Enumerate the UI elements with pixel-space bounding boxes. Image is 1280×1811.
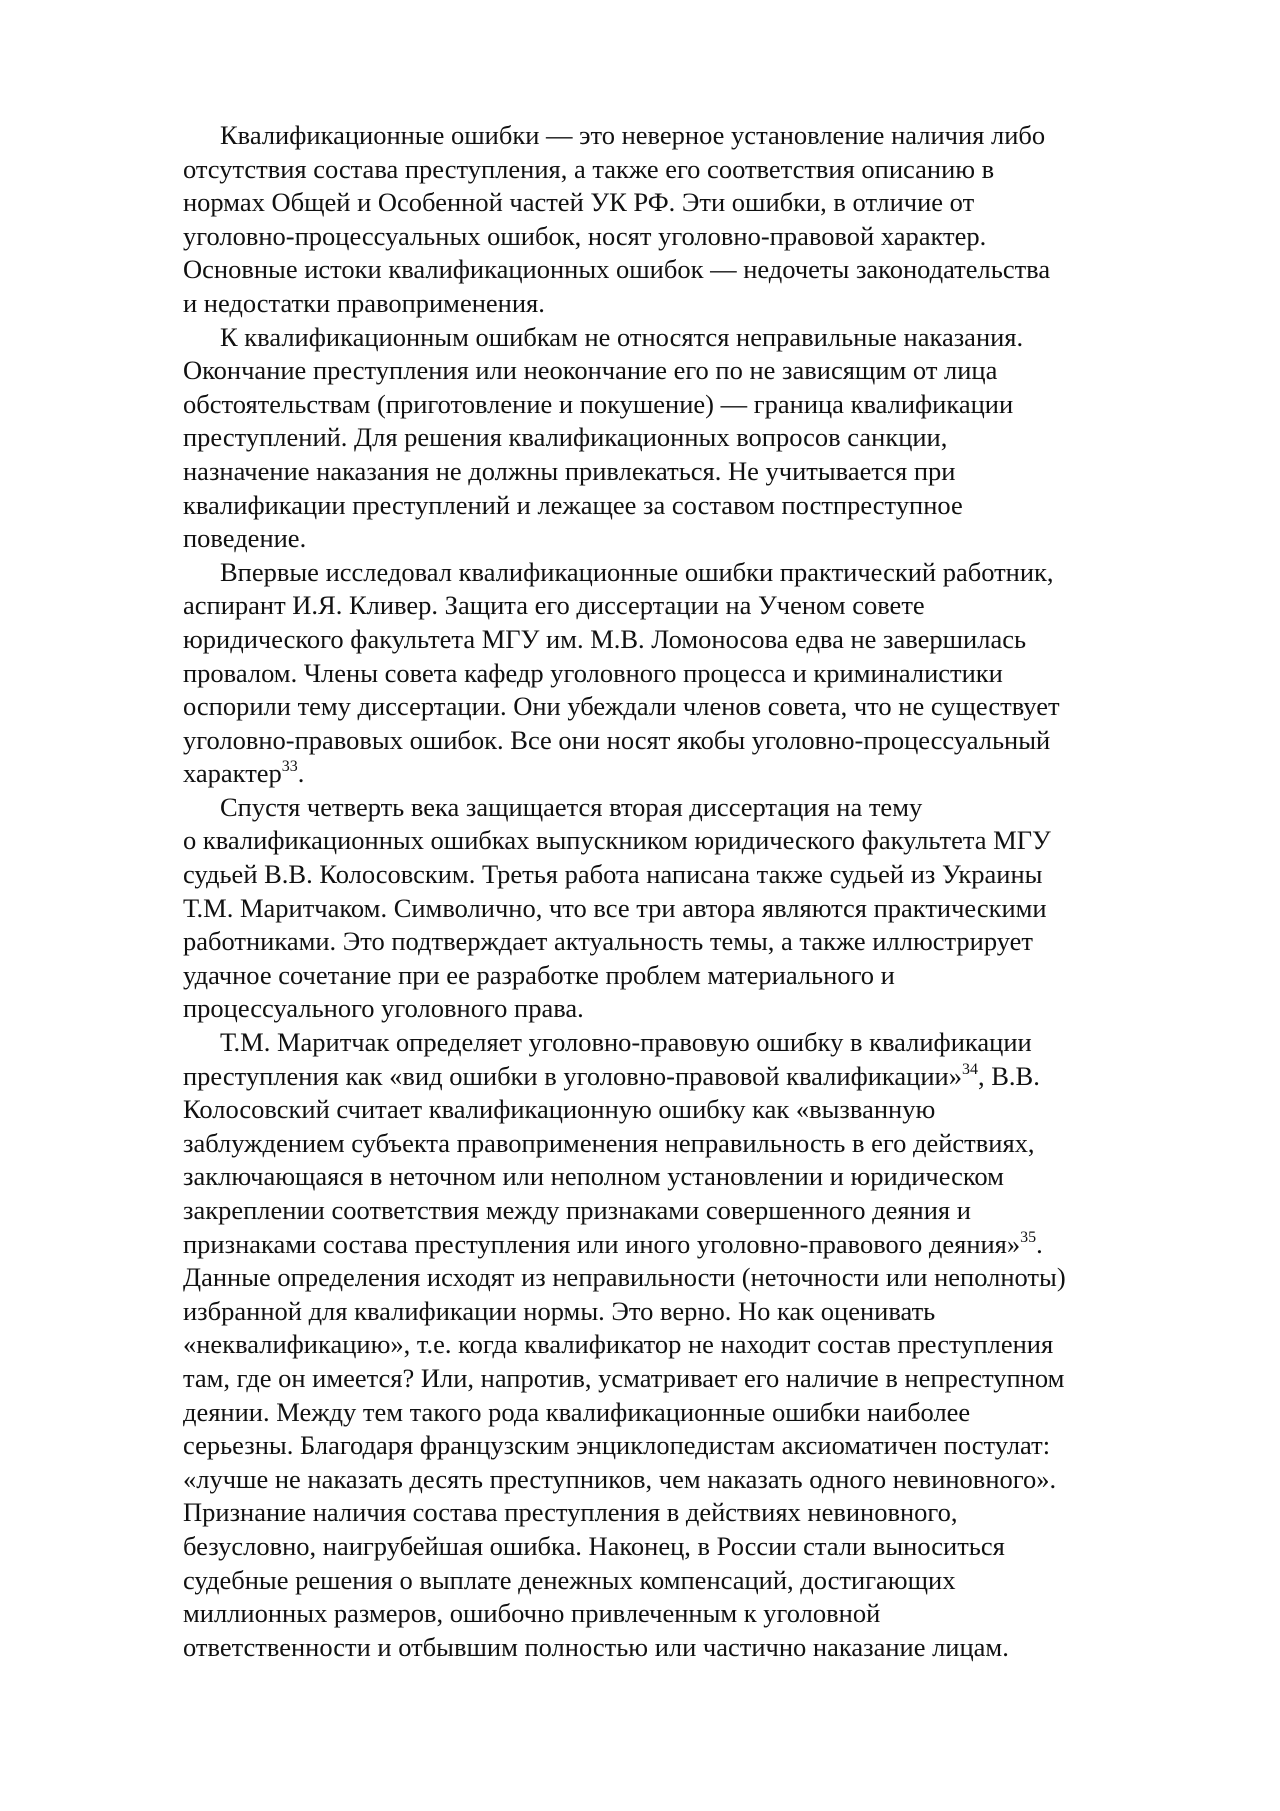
paragraph-5-text: Т.М. Маритчак определяет уголовно-правовую ошибку в квалификации преступления как «вид ошибки в уголовно-правовой квалификации» <box>183 1027 1032 1091</box>
paragraph-4-text: Спустя четверть века защищается вторая диссертация на тему о квалификационных ошибках выпускником юридического факультета МГУ судьей В.В. Колосовским. Третья работа написана также судьей из Украины Т.М. Маритчаком. Символично, что все три автора являются практическими работниками. Это подтверждает актуальность темы, а также иллюстрирует удачное сочетание при ее разработке проблем материального и процессуального уголовного права. <box>183 791 1051 1024</box>
paragraph-5-text-middle: , В.В. Колосовский считает квалификационную ошибку как «вызванную заблуждением субъекта правоприменения неправильность в его действиях, заключающаяся в неточном или неполном установлении и юридическом закреплении соответствия между признаками совершенного деяния и признаками состава преступления или иного уголовно-правового деяния» <box>183 1060 1040 1259</box>
paragraph-3-text: Впервые исследовал квалификационные ошибки практический работник, аспирант И.Я. Кливер. Защита его диссертации на Ученом совете юридического факультета МГУ им. М.В. Ломоносова едва не завершилась провалом. Члены совета кафедр уголовного процесса и криминалистики оспорили тему диссертации. Они убеждали членов совета, что не существует уголовно-правовых ошибок. Все они носят якобы уголовно-процессуальный характер <box>183 556 1060 789</box>
paragraph-5 <box>183 1026 1198 1664</box>
paragraph-1-text: Квалификационные ошибки — это неверное установление наличия либо отсутствия состава преступления, а также его соответствия описанию в нормах Общей и Особенной частей УК РФ. Эти ошибки, в отличие от уголовно-процессуальных ошибок, носят уголовно-правовой характер. Основные истоки квалификационных ошибок — недочеты законодательства и недостатки правоприменения. <box>183 120 1051 318</box>
footnote-ref-35: 35 <box>1020 1228 1037 1246</box>
paragraph-2-text: К квалификационным ошибкам не относятся неправильные наказания. Окончание преступления или неокончание его по не зависящим от лица обстоятельствам (приготовление и покушение) — граница квалификации преступлений. Для решения квалификационных вопросов санкции, назначение наказания не должны привлекаться. Не учитывается при квалификации преступлений и лежащее за составом постпреступное поведение. <box>183 321 1024 554</box>
paragraph-1 <box>183 119 1198 321</box>
paragraph-4 <box>183 791 1198 1026</box>
document-body <box>183 119 1198 1664</box>
paragraph-3-text-end: . <box>297 758 305 789</box>
paragraph-3 <box>183 556 1198 791</box>
footnote-ref-34: 34 <box>961 1060 978 1078</box>
paragraph-5-text-end: . Данные определения исходят из неправильности (неточности или неполноты) избранной для квалификации нормы. Это верно. Но как оценивать «неквалификацию», т.е. когда квалификатор не находит состав преступления там, где он имеется? Или, напротив, усматривает его наличие в непреступном деянии. Между тем такого рода квалификационные ошибки наиболее серьезны. Благодаря французским энциклопедистам аксиоматичен постулат: «лучше не наказать десять преступников, чем наказать одного невиновного». Признание наличия состава преступления в действиях невиновного, безусловно, наигрубейшая ошибка. Наконец, в России стали выноситься судебные решения о выплате денежных компенсаций, достигающих миллионных размеров, ошибочно привлеченным к уголовной ответственности и отбывшим полностью или частично наказание лицам. <box>183 1228 1066 1662</box>
paragraph-2 <box>183 321 1198 556</box>
footnote-ref-33: 33 <box>281 758 298 776</box>
